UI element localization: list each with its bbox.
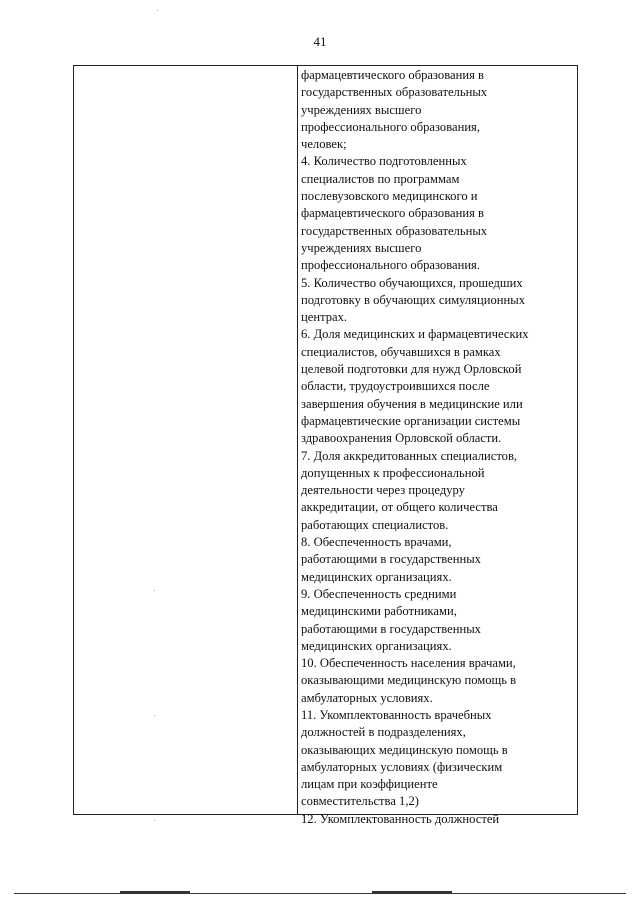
scan-speck: [154, 590, 155, 591]
table-text-line: учреждениях высшего: [301, 102, 422, 117]
table-text-line: лицам при коэффициенте: [301, 777, 438, 792]
table-text-line: государственных образовательных: [301, 85, 488, 100]
table-text-line: допущенных к профессиональной: [301, 465, 485, 480]
table-text-line: человек;: [301, 137, 347, 152]
table-text-line: завершения обучения в медицинские или: [301, 396, 523, 411]
table-right-cell: [298, 66, 577, 826]
table-text-line: здравоохранения Орловской области.: [301, 431, 502, 446]
scan-speck: [154, 715, 155, 716]
scan-bottom-rule-mark: [372, 891, 452, 894]
table-text-line: учреждениях высшего: [301, 240, 422, 255]
table-text-line: амбулаторных условиях.: [301, 690, 433, 705]
table-text-line: аккредитации, от общего количества: [301, 500, 498, 515]
table-text-line: государственных образовательных: [301, 223, 488, 238]
scan-bottom-rule: [14, 893, 626, 894]
table-text-line: 6. Доля медицинских и фармацевтических: [301, 327, 529, 342]
table-text-line: центрах.: [301, 310, 348, 325]
table-text-line: медицинских организациях.: [301, 569, 452, 584]
table-text-line: медицинских организациях.: [301, 638, 452, 653]
table-text-line: 9. Обеспеченность средними: [301, 586, 457, 601]
scan-speck: [154, 820, 155, 821]
table-text-line: области, трудоустроившихся после: [301, 379, 490, 394]
table-text-line: деятельности через процедуру: [301, 483, 465, 498]
table-text-line: фармацевтического образования в: [301, 68, 484, 82]
table-text-line: 4. Количество подготовленных: [301, 154, 467, 169]
table-text-line: оказывающих медицинскую помощь в: [301, 742, 508, 757]
table-text-line: послевузовского медицинского и: [301, 189, 478, 204]
table-text-line: работающими в государственных: [301, 621, 481, 636]
table-left-cell: [74, 66, 298, 814]
table-text-line: фармацевтического образования в: [301, 206, 484, 221]
table-text-line: 8. Обеспеченность врачами,: [301, 535, 452, 550]
table-text-line: 5. Количество обучающихся, прошедших: [301, 275, 523, 290]
table-text-line: профессионального образования.: [301, 258, 480, 273]
table-text-line: подготовку в обучающих симуляционных: [301, 292, 525, 307]
table-text-line: амбулаторных условиях (физическим: [301, 759, 503, 774]
table-text-line: 7. Доля аккредитованных специалистов,: [301, 448, 518, 463]
table-text-line: медицинскими работниками,: [301, 604, 457, 619]
table-text-line: целевой подготовки для нужд Орловской: [301, 362, 522, 377]
page-number: 41: [313, 34, 327, 49]
table-text-line: совместительства 1,2): [301, 794, 419, 809]
table-text-line: фармацевтические организации системы: [301, 413, 521, 428]
document-table: [73, 65, 578, 826]
table-text-line: 11. Укомплектованность врачебных: [301, 707, 492, 722]
table-text-line: профессионального образования,: [301, 119, 480, 134]
table-text-line: специалистов по программам: [301, 171, 460, 186]
table-text-line: оказывающими медицинскую помощь в: [301, 673, 517, 688]
table-text-line: должностей в подразделениях,: [301, 725, 466, 740]
table-text-line: 10. Обеспеченность населения врачами,: [301, 656, 516, 671]
table-text-line: работающими в государственных: [301, 552, 481, 567]
table-text-line: 12. Укомплектованность должностей: [301, 811, 500, 826]
scan-bottom-rule-mark: [120, 891, 190, 894]
table-text-line: специалистов, обучавшихся в рамках: [301, 344, 501, 359]
scan-speck: [157, 10, 158, 11]
table-text-line: работающих специалистов.: [301, 517, 449, 532]
